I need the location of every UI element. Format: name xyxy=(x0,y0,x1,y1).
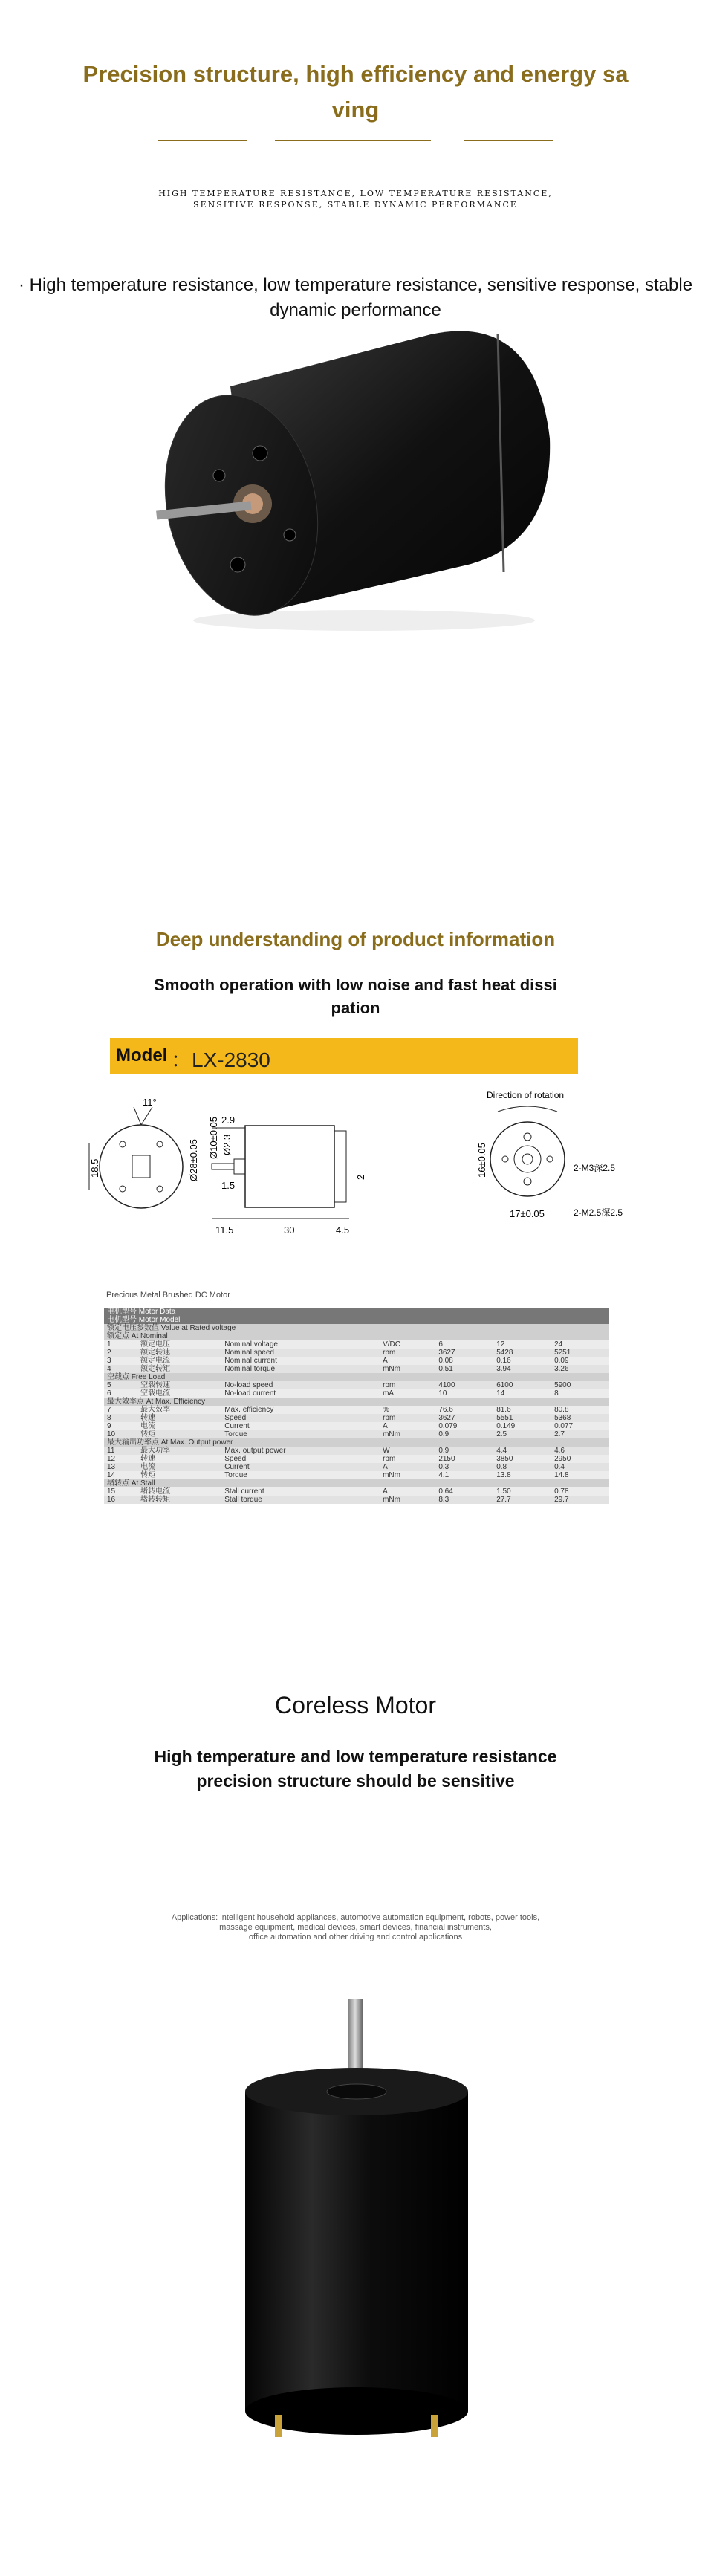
section2-sub-line2: pation xyxy=(331,999,380,1017)
table-cell: 4.1 xyxy=(438,1471,449,1479)
table-cell: rpm xyxy=(383,1455,396,1463)
table-cell: 转矩 xyxy=(140,1471,156,1479)
table-cell: 14 xyxy=(107,1471,116,1479)
apps-line3: office automation and other driving and control applications xyxy=(248,1933,463,1941)
section3-sub-line2: precision structure should be sensitive xyxy=(196,1771,515,1791)
table-cell: 0.78 xyxy=(554,1487,569,1496)
table-cell: Nominal voltage xyxy=(224,1340,278,1349)
table-cell: 24 xyxy=(554,1340,563,1349)
table-cell: 2.7 xyxy=(554,1430,565,1438)
thread-m25: 2-M2.5深2.5 xyxy=(574,1207,623,1218)
table-section-header: 电机型号 Motor Data xyxy=(107,1308,176,1316)
table-cell: 15 xyxy=(107,1487,116,1496)
table-row xyxy=(104,1479,609,1487)
table-row xyxy=(104,1389,609,1398)
table-cell: 3.26 xyxy=(554,1365,569,1373)
table-cell: 堵转电流 xyxy=(140,1487,171,1496)
table-cell: A xyxy=(383,1487,388,1496)
table-cell: Current xyxy=(224,1463,250,1471)
table-cell: mNm xyxy=(383,1496,400,1504)
table-cell: rpm xyxy=(383,1381,396,1389)
table-cell: Torque xyxy=(224,1430,247,1438)
model-value: ：LX-2830 xyxy=(171,1048,270,1071)
table-cell: 2 xyxy=(107,1349,111,1357)
table-cell: Max. efficiency xyxy=(224,1406,274,1414)
motor-photo-2 xyxy=(208,1999,505,2444)
table-cell: 12 xyxy=(496,1340,505,1349)
table-cell: mNm xyxy=(383,1430,400,1438)
dim-16: 16±0.05 xyxy=(476,1143,487,1178)
dim-d23: Ø2.3 xyxy=(221,1134,233,1155)
table-row xyxy=(104,1438,609,1447)
table-cell: A xyxy=(383,1463,388,1471)
dim-30: 30 xyxy=(284,1224,295,1236)
table-row xyxy=(104,1496,609,1504)
table-cell: 空载电流 xyxy=(140,1389,171,1398)
table-row xyxy=(104,1357,609,1365)
table-cell: mA xyxy=(383,1389,395,1398)
section3-title: Coreless Motor xyxy=(275,1692,436,1719)
section2-sub-line1: Smooth operation with low noise and fast heat dissi xyxy=(154,976,557,994)
table-cell: 1 xyxy=(107,1340,111,1349)
dim-2-9: 2.9 xyxy=(221,1115,236,1126)
table-cell: 额定转速 xyxy=(140,1349,171,1357)
table-row xyxy=(104,1414,609,1422)
table-cell: Speed xyxy=(224,1414,247,1422)
table-cell: 2950 xyxy=(554,1455,571,1463)
caption-line2: SENSITIVE RESPONSE, STABLE DYNAMIC PERFORMANCE xyxy=(193,200,518,210)
section3-sub-line1: High temperature and low temperature resistance xyxy=(154,1747,557,1766)
table-cell: 2.5 xyxy=(496,1430,507,1438)
model-bar xyxy=(110,1038,578,1074)
table-cell: Nominal torque xyxy=(224,1365,276,1373)
table-cell: 29.7 xyxy=(554,1496,569,1504)
table-cell: 8 xyxy=(554,1389,559,1398)
table-cell: 4.4 xyxy=(496,1447,507,1455)
divider-left xyxy=(158,140,247,141)
dim-17: 17±0.05 xyxy=(510,1208,545,1219)
spec-table xyxy=(104,1308,609,1504)
table-cell: Torque xyxy=(224,1471,247,1479)
table-cell: % xyxy=(383,1406,389,1414)
table-section-header: 空载点 Free Load xyxy=(107,1373,166,1381)
table-cell: 堵转转矩 xyxy=(140,1496,171,1504)
table-cell: 0.149 xyxy=(496,1422,516,1430)
table-cell: 80.8 xyxy=(554,1406,569,1414)
table-cell: Nominal current xyxy=(224,1357,277,1365)
table-cell: 0.9 xyxy=(438,1447,449,1455)
table-cell: 0.08 xyxy=(438,1357,453,1365)
table-row xyxy=(104,1365,609,1373)
table-cell: Stall current xyxy=(224,1487,264,1496)
table-cell: 5428 xyxy=(496,1349,513,1357)
table-row xyxy=(104,1447,609,1455)
table-cell: 5251 xyxy=(554,1349,571,1357)
table-row xyxy=(104,1308,609,1316)
table-cell: 空载转速 xyxy=(140,1381,171,1389)
table-cell: 额定转矩 xyxy=(140,1365,171,1373)
table-cell: 3627 xyxy=(438,1349,455,1357)
table-cell: 3.94 xyxy=(496,1365,511,1373)
table-section-header: 最大输出功率点 At Max. Output power xyxy=(107,1438,233,1447)
table-cell: 7 xyxy=(107,1406,111,1414)
table-cell: 0.077 xyxy=(554,1422,574,1430)
table-section-header: 电机型号 Motor Model xyxy=(107,1316,181,1324)
table-cell: 1.50 xyxy=(496,1487,511,1496)
table-cell: rpm xyxy=(383,1349,396,1357)
table-cell: 11 xyxy=(107,1447,115,1455)
dim-d28: Ø28±0.05 xyxy=(188,1138,199,1181)
table-cell: mNm xyxy=(383,1471,400,1479)
table-cell: 6 xyxy=(438,1340,443,1349)
table-cell: 12 xyxy=(107,1455,116,1463)
table-cell: 0.09 xyxy=(554,1357,569,1365)
dim-d10: Ø10±0.05 xyxy=(208,1116,219,1159)
table-cell: 最大功率 xyxy=(140,1447,171,1455)
table-cell: 电流 xyxy=(140,1463,156,1471)
divider-right xyxy=(464,140,553,141)
table-cell: No-load current xyxy=(224,1389,276,1398)
table-row xyxy=(104,1340,609,1349)
dim-1-5: 1.5 xyxy=(221,1180,236,1191)
section1-desc-line1: · High temperature resistance, low temperature resistance, sensitive response, stable xyxy=(18,275,693,295)
apps-line2: massage equipment, medical devices, smart devices, financial instruments, xyxy=(219,1923,492,1932)
table-row xyxy=(104,1373,609,1381)
table-cell: 16 xyxy=(107,1496,116,1504)
table-cell: 10 xyxy=(107,1430,116,1438)
table-cell: 0.64 xyxy=(438,1487,453,1496)
table-cell: 0.4 xyxy=(554,1463,565,1471)
table-cell: 3850 xyxy=(496,1455,513,1463)
caption-line1: HIGH TEMPERATURE RESISTANCE, LOW TEMPERATURE RESISTANCE, xyxy=(158,189,553,198)
rotation-label: Direction of rotation xyxy=(487,1090,565,1100)
table-cell: 额定电压 xyxy=(140,1340,171,1349)
section1-desc-line2: dynamic performance xyxy=(270,300,441,320)
table-cell: 5368 xyxy=(554,1414,571,1422)
table-cell: 0.3 xyxy=(438,1463,449,1471)
table-cell: mNm xyxy=(383,1365,400,1373)
technical-drawing xyxy=(82,1085,632,1248)
table-cell: No-load speed xyxy=(224,1381,273,1389)
table-cell: W xyxy=(383,1447,390,1455)
table-cell: 0.079 xyxy=(438,1422,458,1430)
table-section-header: 最大效率点 At Max. Efficiency xyxy=(107,1398,206,1406)
table-cell: 转速 xyxy=(140,1414,156,1422)
table-cell: 81.6 xyxy=(496,1406,511,1414)
section2-title: Deep understanding of product information xyxy=(155,928,556,950)
table-row xyxy=(104,1430,609,1438)
table-row xyxy=(104,1487,609,1496)
table-cell: Speed xyxy=(224,1455,247,1463)
table-cell: Max. output power xyxy=(224,1447,286,1455)
table-cell: 13 xyxy=(107,1463,116,1471)
model-label: Model xyxy=(116,1045,168,1065)
table-cell: A xyxy=(383,1357,388,1365)
thread-m3: 2-M3深2.5 xyxy=(574,1163,616,1173)
table-cell: 0.8 xyxy=(496,1463,507,1471)
table-cell: 13.8 xyxy=(496,1471,511,1479)
motor-photo-1 xyxy=(149,319,565,639)
table-cell: V/DC xyxy=(383,1340,400,1349)
table-cell: 76.6 xyxy=(438,1406,453,1414)
table-cell: 27.7 xyxy=(496,1496,511,1504)
table-row xyxy=(104,1422,609,1430)
table-row xyxy=(104,1471,609,1479)
table-section-header: 堵转点 At Stall xyxy=(107,1479,155,1487)
table-cell: 5900 xyxy=(554,1381,571,1389)
table-cell: 3627 xyxy=(438,1414,455,1422)
table-cell: 4100 xyxy=(438,1381,455,1389)
table-cell: 3 xyxy=(107,1357,111,1365)
table-cell: A xyxy=(383,1422,388,1430)
table-cell: 0.51 xyxy=(438,1365,453,1373)
dim-18-5: 18.5 xyxy=(89,1158,100,1178)
table-cell: 最大效率 xyxy=(140,1406,171,1414)
section1-title-line1: Precision structure, high efficiency and energy sa xyxy=(82,61,629,87)
dim-angle: 11° xyxy=(143,1097,157,1108)
table-cell: 2150 xyxy=(438,1455,455,1463)
table-cell: 14.8 xyxy=(554,1471,569,1479)
table-cell: 4.6 xyxy=(554,1447,565,1455)
table-cell: 8 xyxy=(107,1414,111,1422)
table-cell: 0.16 xyxy=(496,1357,511,1365)
table-cell: 6100 xyxy=(496,1381,513,1389)
table-cell: 额定电流 xyxy=(140,1357,171,1365)
table-cell: Current xyxy=(224,1422,250,1430)
table-row xyxy=(104,1332,609,1340)
table-row xyxy=(104,1324,609,1332)
table-cell: 转速 xyxy=(140,1455,156,1463)
table-cell: 14 xyxy=(496,1389,505,1398)
table-cell: 6 xyxy=(107,1389,111,1398)
table-section-header: 额定点 At Nominal xyxy=(107,1332,168,1340)
table-row xyxy=(104,1349,609,1357)
table-cell: 9 xyxy=(107,1422,111,1430)
table-row xyxy=(104,1398,609,1406)
table-row xyxy=(104,1463,609,1471)
divider-center xyxy=(275,140,431,141)
table-row xyxy=(104,1406,609,1414)
table-cell: 转矩 xyxy=(140,1430,156,1438)
table-cell: 0.9 xyxy=(438,1430,449,1438)
table-cell: 5 xyxy=(107,1381,111,1389)
dim-2: 2 xyxy=(355,1174,366,1180)
table-title: Precious Metal Brushed DC Motor xyxy=(106,1291,230,1300)
table-row xyxy=(104,1381,609,1389)
apps-line1: Applications: intelligent household appliances, automotive automation equipment, robots, power tools, xyxy=(171,1913,540,1922)
table-cell: Stall torque xyxy=(224,1496,262,1504)
table-row xyxy=(104,1316,609,1324)
table-section-header: 额定电压参数值 Value at Rated voltage xyxy=(107,1324,236,1332)
table-cell: 8.3 xyxy=(438,1496,449,1504)
table-cell: Nominal speed xyxy=(224,1349,274,1357)
section1-title-line2: ving xyxy=(331,97,380,123)
table-cell: 4 xyxy=(107,1365,111,1373)
table-cell: 5551 xyxy=(496,1414,513,1422)
dim-4-5: 4.5 xyxy=(336,1224,350,1236)
table-cell: rpm xyxy=(383,1414,396,1422)
table-row xyxy=(104,1455,609,1463)
table-cell: 电流 xyxy=(140,1422,156,1430)
table-cell: 10 xyxy=(438,1389,447,1398)
dim-11-5: 11.5 xyxy=(215,1224,234,1236)
spec-table-wrap xyxy=(104,1308,609,1504)
